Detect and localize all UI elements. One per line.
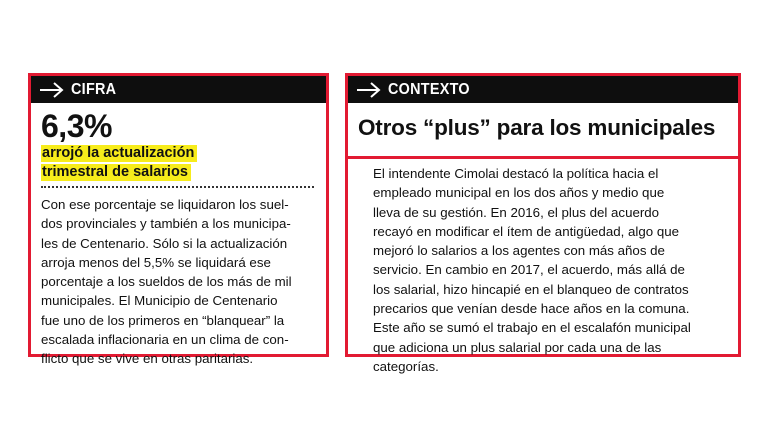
cifra-body-line: les de Centenario. Sólo si la actualización	[41, 235, 288, 251]
contexto-header-label: CONTEXTO	[388, 80, 470, 98]
cifra-body-line: escalada inflacionaria en un clima de con-	[41, 332, 289, 348]
contexto-body-line: categorías.	[373, 358, 439, 374]
red-divider	[348, 156, 738, 159]
contexto-body-line: El intendente Cimolai destacó la política hacia el	[373, 166, 659, 181]
cifra-body-line: porcentaje a los sueldos de los más de mil	[41, 274, 292, 290]
contexto-header	[348, 76, 738, 103]
arrow-right-icon	[39, 80, 65, 100]
contexto-body-line: precarios que venían desde hace años en la comuna.	[373, 301, 690, 317]
cifra-header-label: CIFRA	[71, 80, 117, 98]
cifra-body-line: Con ese porcentaje se liquidaron los suel-	[41, 197, 289, 212]
cifra-body	[41, 195, 319, 369]
contexto-body-line: Este año se sumó el trabajo en el escalafón municipal	[373, 320, 691, 336]
contexto-body-line: servicio. En cambio en 2017, el acuerdo, más allá de	[373, 262, 685, 278]
cifra-highlight	[41, 144, 241, 182]
cifra-body-line: municipales. El Municipio de Centenario	[41, 293, 278, 309]
contexto-body-line: mejoró lo salarios a los agentes con más años de	[373, 243, 665, 259]
cifra-body-line: fue uno de los primeros en “blanquear” la	[41, 312, 285, 328]
dotted-divider	[41, 186, 314, 188]
contexto-body-line: recayó en modificar el ítem de antigüedad, algo que	[373, 223, 680, 239]
cifra-body-line: flicto que se vive en otras paritarias.	[41, 351, 254, 367]
contexto-body	[373, 164, 723, 376]
contexto-body-line: empleado municipal en los dos años y medio que	[373, 185, 665, 201]
contexto-box	[345, 73, 741, 374]
cifra-body-line: arroja menos del 5,5% se liquidará ese	[41, 254, 271, 270]
contexto-body-line: los salarial, hizo hincapié en el blanqueo de contratos	[373, 281, 689, 297]
contexto-body-line: lleva de su gestión. En 2016, el plus del acuerdo	[373, 204, 660, 220]
cifra-body-line: dos provinciales y también a los municipa-	[41, 216, 291, 232]
cifra-box	[28, 73, 329, 367]
cifra-highlight-line: arrojó la actualización	[41, 145, 197, 162]
cifra-highlight-line: trimestral de salarios	[41, 164, 191, 181]
contexto-body-line: que adiciona un plus salarial por cada una de las	[373, 339, 662, 355]
arrow-right-icon	[356, 80, 382, 100]
cifra-header	[31, 76, 326, 103]
cifra-number: 6,3%	[41, 108, 112, 144]
contexto-title: Otros “plus” para los municipales	[358, 115, 716, 140]
